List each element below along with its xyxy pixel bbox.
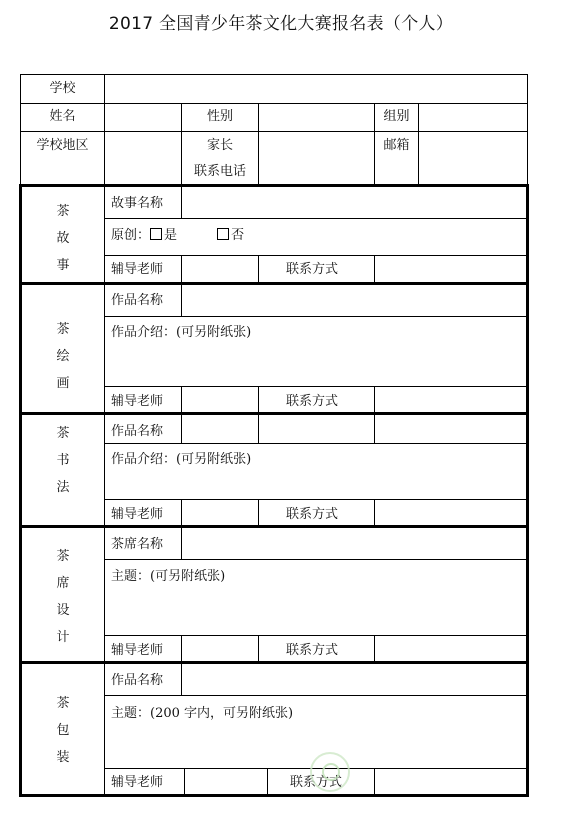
table-design-contact-field[interactable] — [377, 637, 525, 660]
painting-name-label: 作品名称 — [111, 293, 164, 308]
parent-phone-field[interactable] — [260, 133, 373, 183]
original-label: 原创： — [111, 228, 151, 243]
region-label: 学校地区 — [36, 138, 89, 153]
calligraphy-intro-field[interactable] — [106, 472, 524, 498]
painting-intro-field[interactable] — [106, 345, 524, 385]
story-teacher-label: 辅导老师 — [111, 262, 164, 277]
story-contact-label: 联系方式 — [286, 262, 339, 277]
painting-teacher-label: 辅导老师 — [111, 394, 164, 409]
story-name-field[interactable] — [184, 189, 524, 217]
original-yes-label: 是 — [164, 228, 178, 243]
table-design-theme-field[interactable] — [106, 590, 524, 634]
calligraphy-intro-label: 作品介绍：(可另附纸张) — [111, 452, 252, 467]
painting-teacher-field[interactable] — [184, 388, 256, 411]
painting-contact-field[interactable] — [377, 388, 525, 411]
packaging-name-label: 作品名称 — [111, 673, 164, 688]
name-field[interactable] — [106, 105, 180, 130]
school-label: 学校 — [49, 81, 76, 96]
watermark-logo-icon — [310, 752, 350, 792]
calligraphy-contact-label: 联系方式 — [286, 507, 339, 522]
calligraphy-contact-field[interactable] — [377, 501, 525, 524]
section-title-tea-packaging: 茶 包 装 — [56, 696, 70, 765]
packaging-teacher-label: 辅导老师 — [111, 775, 164, 790]
section-title-tea-calligraphy: 茶 书 法 — [56, 426, 70, 495]
gender-field[interactable] — [260, 105, 373, 130]
calligraphy-name-label: 作品名称 — [111, 424, 164, 439]
packaging-teacher-field[interactable] — [187, 770, 265, 793]
parent-phone-label-line2: 联系电话 — [193, 164, 246, 179]
packaging-theme-label: 主题：(200 字内，可另附纸张) — [111, 706, 294, 721]
original-row — [111, 228, 244, 244]
original-no-label: 否 — [231, 228, 245, 243]
painting-intro-label: 作品介绍：(可另附纸张) — [111, 325, 252, 340]
table-design-teacher-label: 辅导老师 — [111, 643, 164, 658]
name-label: 姓名 — [49, 109, 76, 124]
painting-name-field[interactable] — [184, 287, 524, 315]
story-name-label: 故事名称 — [111, 196, 164, 211]
painting-contact-label: 联系方式 — [286, 394, 339, 409]
story-contact-field[interactable] — [377, 257, 525, 281]
original-no-checkbox[interactable] — [217, 228, 229, 240]
table-design-name-field[interactable] — [184, 530, 524, 558]
table-design-theme-label: 主题：(可另附纸张) — [111, 569, 226, 584]
form-title: 2017 全国青少年茶文化大赛报名表（个人） — [108, 14, 454, 34]
email-field[interactable] — [420, 133, 526, 183]
table-design-contact-label: 联系方式 — [286, 643, 339, 658]
gender-label: 性别 — [206, 109, 233, 124]
region-field[interactable] — [106, 133, 180, 183]
calligraphy-teacher-field[interactable] — [184, 501, 256, 524]
story-teacher-field[interactable] — [184, 257, 256, 281]
email-label: 邮箱 — [383, 138, 410, 153]
packaging-contact-field[interactable] — [377, 770, 525, 793]
table-design-teacher-field[interactable] — [184, 637, 256, 660]
parent-phone-label-line1: 家长 — [206, 138, 233, 153]
school-field[interactable] — [106, 76, 526, 102]
section-title-tea-painting: 茶 绘 画 — [56, 322, 70, 391]
original-yes-checkbox[interactable] — [150, 228, 162, 240]
calligraphy-name-field[interactable] — [184, 417, 524, 442]
table-design-name-label: 茶席名称 — [111, 537, 164, 552]
calligraphy-teacher-label: 辅导老师 — [111, 507, 164, 522]
group-field[interactable] — [420, 105, 526, 130]
section-title-tea-table-design: 茶 席 设 计 — [56, 549, 70, 645]
packaging-contact-label: 联系方式 — [290, 775, 343, 790]
packaging-name-field[interactable] — [184, 666, 524, 694]
section-title-tea-story: 茶 故 事 — [56, 204, 70, 273]
group-label: 组别 — [383, 109, 410, 124]
